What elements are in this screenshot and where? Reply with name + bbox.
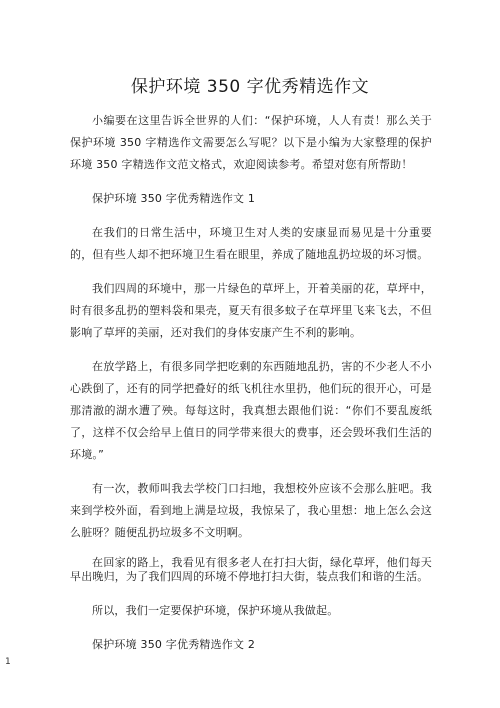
body-paragraph: 所以，我们一定要保护环境，保护环境从我做起。	[92, 604, 339, 617]
document-title: 保护环境 350 字优秀精选作文	[130, 77, 370, 97]
section-heading-2: 保护环境 350 字优秀精选作文 2	[92, 638, 256, 651]
body-paragraph: 我们四周的环境中，那一片绿色的草坪上，开着美丽的花，草坪中，时有很多乱扔的塑料袋和果壳，夏天有很多蚊子在草坪里飞来飞去，不但影响了草坪的美丽，还对我们的身体安康产生不利的影响。	[70, 282, 432, 339]
body-paragraph: 在回家的路上，我看见有很多老人在打扫大街，绿化草坪，他们每天早出晚归，为了我们四周的环境不停地打扫大街，装点我们和谐的生活。	[70, 556, 432, 583]
body-paragraph: 在放学路上，有很多同学把吃剩的东西随地乱扔，害的不少老人不小心跌倒了，还有的同学把叠好的纸飞机往水里扔，他们玩的很开心，可是那清澈的湖水遭了殃。每每这时，我真想去跟他们说：“你们不要乱废纸了，这样不仅会给早上值日的同学带来很大的费事，还会毁坏我们生活的环境。”	[70, 360, 432, 461]
body-paragraph: 有一次，教师叫我去学校门口扫地，我想校外应该不会那么脏吧。我来到学校外面，看到地上满是垃圾，我惊呆了，我心里想：地上怎么会这么脏呀？随便乱扔垃圾多不文明啊。	[70, 482, 432, 539]
intro-paragraph: 小编要在这里告诉全世界的人们：“保护环境，人人有责！那么关于保护环境 350 字精选作文需要怎么写呢？以下是小编为大家整理的保护环境 350 字精选作文范文格式，欢迎阅读参考。希望对您有所帮助！	[70, 114, 432, 171]
section-heading-1: 保护环境 350 字优秀精选作文 1	[92, 192, 256, 205]
body-paragraph: 在我们的日常生活中，环境卫生对人类的安康显而易见是十分重要的，但有些人却不把环境卫生看在眼里，养成了随地乱扔垃圾的坏习惯。	[70, 226, 432, 261]
page-number: 1	[5, 657, 11, 667]
document-body	[70, 110, 432, 668]
